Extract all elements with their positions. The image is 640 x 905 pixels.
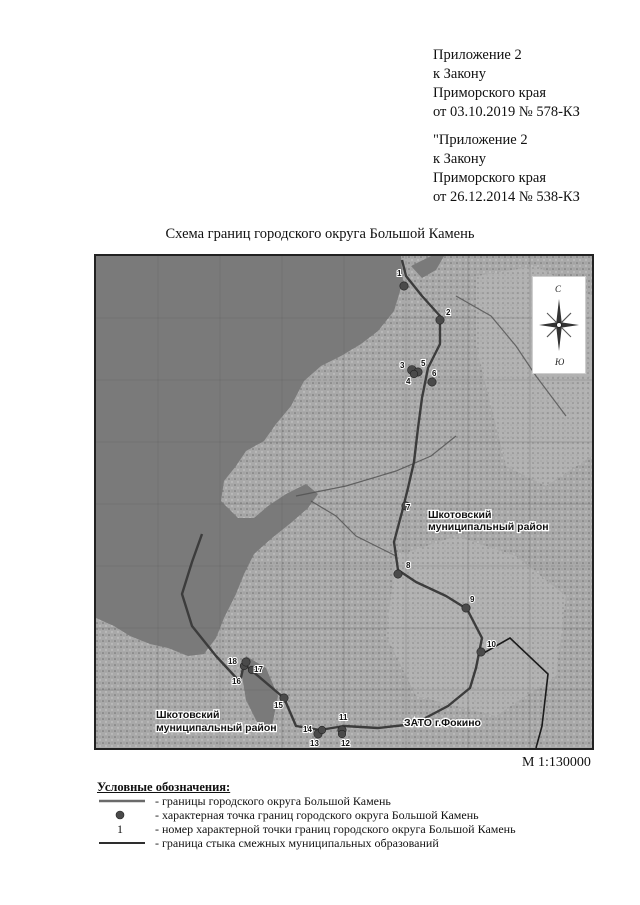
boundary-point xyxy=(400,282,408,290)
legend-item-point xyxy=(97,808,557,822)
label-zato-fokino: ЗАТО г.Фокино xyxy=(404,717,481,729)
point-number: 8 xyxy=(406,561,411,570)
point-number: 14 xyxy=(303,725,312,734)
point-number: 9 xyxy=(470,595,475,604)
legend-item-junction xyxy=(97,836,557,850)
boundary-point xyxy=(394,570,402,578)
boundary-point xyxy=(477,648,485,656)
label-shkotovsky-east: Шкотовский xyxy=(428,509,492,521)
annex-line: к Закону xyxy=(433,66,486,82)
point-number: 4 xyxy=(406,377,411,386)
boundary-point xyxy=(242,658,250,666)
annex-header-current xyxy=(433,46,580,122)
junction-line-icon xyxy=(97,836,147,850)
annex-header-previous xyxy=(433,131,580,207)
compass-south: Ю xyxy=(555,357,565,367)
boundary-point xyxy=(338,730,346,738)
boundary-point xyxy=(428,378,436,386)
legend-text: - граница стыка смежных муниципальных образований xyxy=(155,836,439,850)
point-number: 2 xyxy=(446,308,451,317)
point-number: 5 xyxy=(421,359,426,368)
compass-icon xyxy=(533,277,585,373)
point-number: 6 xyxy=(432,369,437,378)
annex-line: к Закону xyxy=(433,151,486,167)
annex-line: от 03.10.2019 № 578-КЗ xyxy=(433,104,580,120)
point-number: 18 xyxy=(228,657,237,666)
legend-item-point-number xyxy=(97,822,557,836)
legend-title: Условные обозначения: xyxy=(97,780,231,794)
label-shkotovsky-west: Шкотовский xyxy=(156,709,220,721)
point-number: 17 xyxy=(254,665,263,674)
boundary-point xyxy=(318,726,326,734)
annex-line: Приложение 2 xyxy=(433,47,522,63)
compass-north: С xyxy=(555,284,562,294)
point-number: 16 xyxy=(232,677,241,686)
legend-text: - номер характерной точки границ городского округа Большой Камень xyxy=(155,822,516,836)
legend-item-boundary xyxy=(97,794,557,808)
point-number: 3 xyxy=(400,361,405,370)
map-scale: М 1:130000 xyxy=(522,755,591,770)
boundary-point xyxy=(436,316,444,324)
label-shkotovsky-east: муниципальный район xyxy=(428,521,549,533)
boundary-point xyxy=(462,604,470,612)
annex-line: Приморского края xyxy=(433,85,547,101)
point-number: 11 xyxy=(339,713,348,722)
point-number: 7 xyxy=(406,503,411,512)
point-number: 13 xyxy=(310,739,319,748)
annex-line: от 26.12.2014 № 538-КЗ xyxy=(433,189,580,205)
annex-line: Приморского края xyxy=(433,170,547,186)
point-dot-icon xyxy=(97,808,147,822)
map-canvas xyxy=(96,256,592,748)
compass-rose xyxy=(532,276,586,374)
label-shkotovsky-west: муниципальный район xyxy=(156,722,277,734)
point-number: 15 xyxy=(274,701,283,710)
boundary-line-icon xyxy=(97,794,147,808)
legend-text: - характерная точка границ городского округа Большой Камень xyxy=(155,808,479,822)
annex-line: "Приложение 2 xyxy=(433,132,528,148)
map-frame xyxy=(94,254,594,750)
map-title: Схема границ городского округа Большой Камень xyxy=(165,226,475,242)
point-number: 12 xyxy=(341,739,350,748)
point-number-symbol: 1 xyxy=(117,822,123,836)
boundary-point xyxy=(410,370,418,378)
point-number: 1 xyxy=(397,269,402,278)
point-number: 10 xyxy=(487,640,496,649)
legend-text: - границы городского округа Большой Камень xyxy=(155,794,391,808)
